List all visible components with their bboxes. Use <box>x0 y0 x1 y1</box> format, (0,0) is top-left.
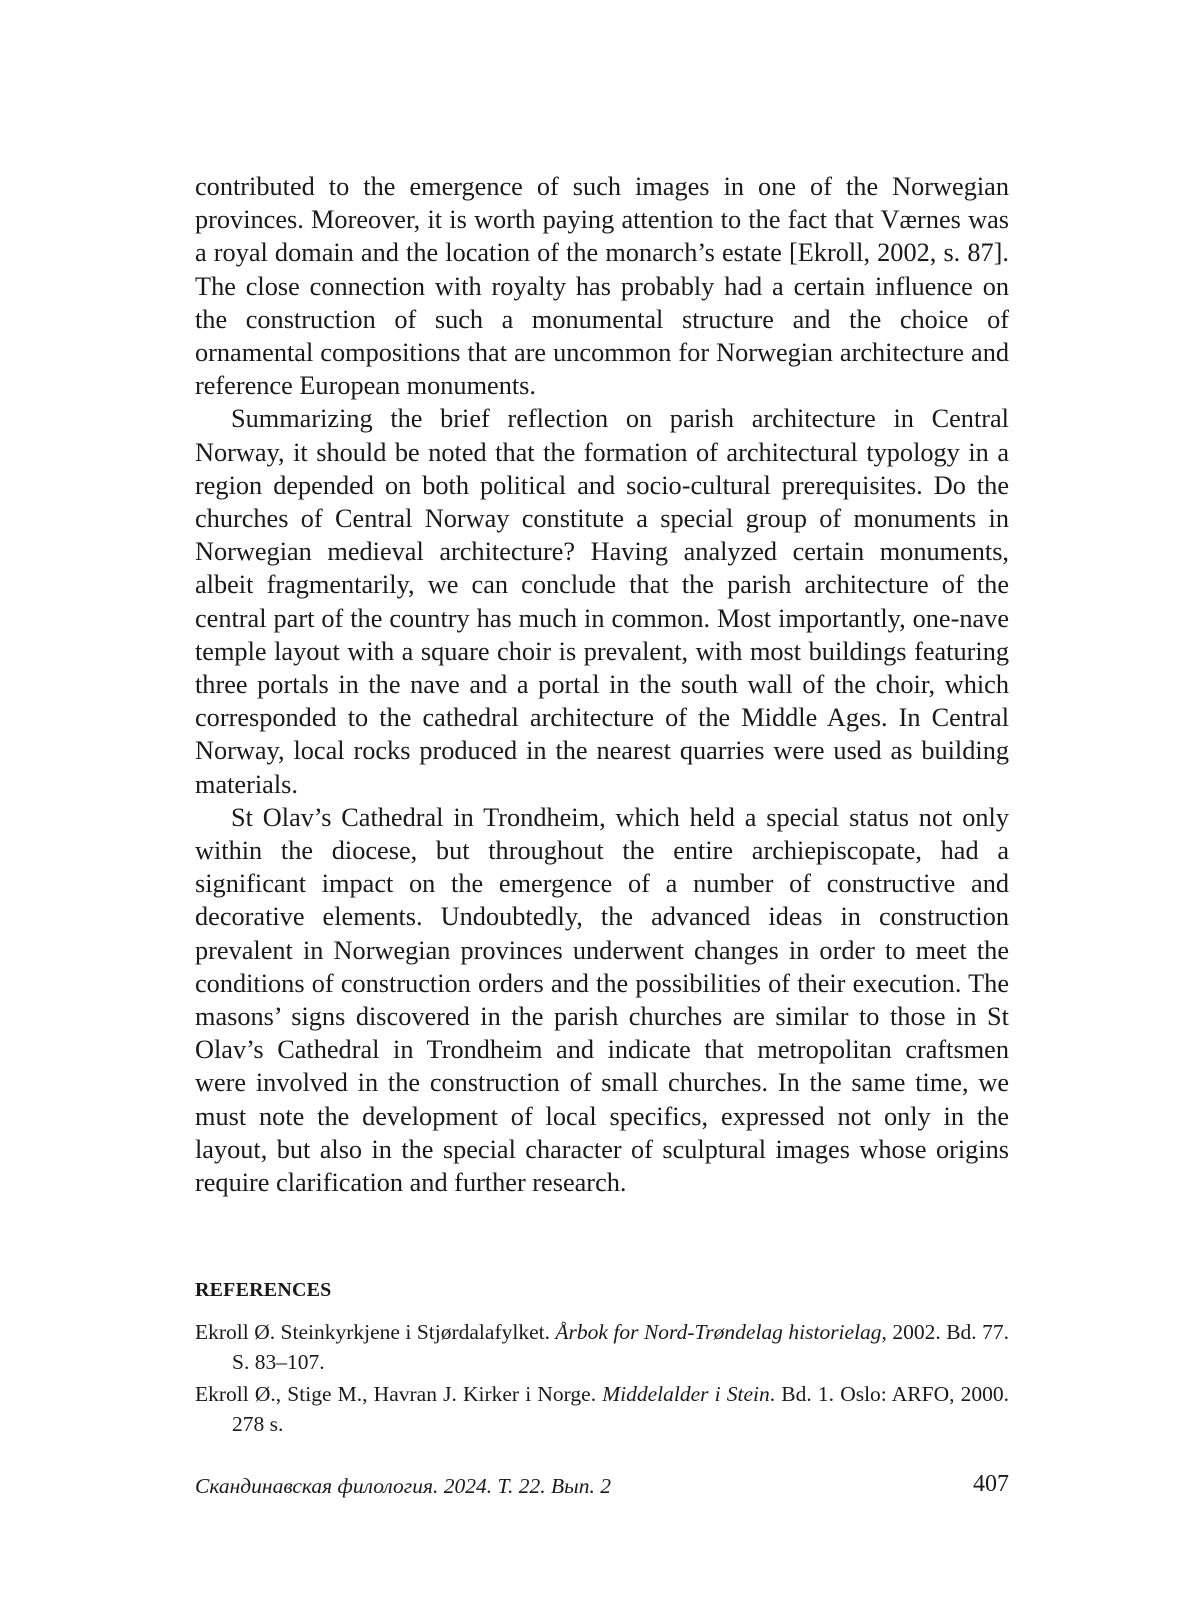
page-footer <box>195 1471 1009 1504</box>
references-list <box>195 1318 1009 1442</box>
reference-title: Årbok for Nord-Trøndelag historielag <box>555 1320 882 1344</box>
article-body <box>195 170 1009 1199</box>
reference-item-2 <box>195 1380 1009 1439</box>
reference-authors: Ekroll Ø., Stige M., Havran J. Kirker i Norge. <box>195 1382 603 1406</box>
reference-title: Middelalder i Stein <box>602 1382 770 1406</box>
body-paragraph-2: Summarizing the brief reflection on parish architecture in Central Norway, it should be noted that the formation of architectural typology in a region depended on both political and socio-cultural prerequisites. Do the churches of Central Norway constitute a special group of monuments in Norwegian medieval architecture? Having analyzed certain monuments, albeit fragmentarily, we can conclude that the parish architecture of the central part of the country has much in common. Most importantly, one-nave temple layout with a square choir is prevalent, with most buildings featuring three portals in the nave and a portal in the south wall of the choir, which corresponded to the cathedral architecture of the Middle Ages. In Central Norway, local rocks produced in the nearest quarries were used as building materials. <box>195 404 1009 799</box>
references-heading: REFERENCES <box>195 1279 332 1301</box>
body-paragraph-3: St Olav’s Cathedral in Trondheim, which held a special status not only within the diocese, but throughout the entire archiepiscopate, had a significant impact on the emergence of a number of constructive and decorative elements. Undoubtedly, the advanced ideas in construction prevalent in Norwegian provinces underwent changes in order to meet the conditions of construction orders and the possibilities of their execution. The masons’ signs discovered in the parish churches are similar to those in St Olav’s Cathedral in Trondheim and indicate that metropolitan craftsmen were involved in the construction of small churches. In the same time, we must note the development of local specifics, expressed not only in the layout, but also in the special character of sculptural images whose origins require clarification and further research. <box>195 802 1009 1198</box>
reference-authors: Ekroll Ø. Steinkyrkjene i Stjørdalafylket. <box>195 1320 556 1344</box>
reference-item-1 <box>195 1318 1009 1377</box>
footer-journal-title: Скандинавская филология. 2024. Т. 22. Вып. 2 <box>195 1474 611 1498</box>
reference-details: , 2002. Bd. 77. S. 83–107. <box>232 1320 1009 1374</box>
reference-details: . Bd. 1. Oslo: ARFO, 2000. 278 s. <box>232 1382 1009 1436</box>
body-paragraph-1: contributed to the emergence of such images in one of the Norwegian provinces. Moreover, it is worth paying attention to the fact that Værnes was a royal domain and the location of the monarch’s estate [Ekroll, 2002, s. 87]. The close connection with royalty has probably had a certain influence on the construction of such a monumental structure and the choice of ornamental compositions that are uncommon for Norwegian architecture and reference European monuments. <box>195 172 1009 401</box>
page-number: 407 <box>973 1471 1009 1497</box>
